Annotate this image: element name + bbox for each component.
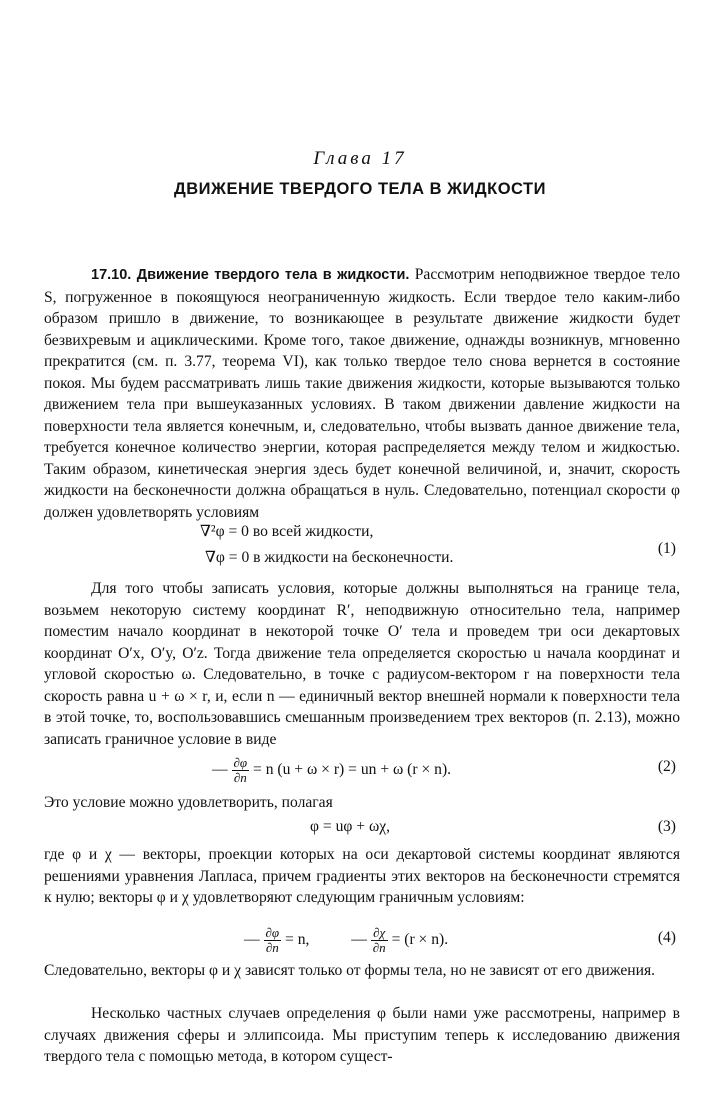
equation-4a-rhs: = n, <box>285 931 310 949</box>
paragraph-4-text: где φ и χ — векторы, проекции которых на оси декартовой системы координат являются решениями уравнения Лапласа, причем градиенты этих векторов на бесконечности стремятся к нулю; векторы φ и χ удовлетворяют следующим граничным условиям: <box>44 846 680 906</box>
equation-4b-fraction: $\frac{\partial\chi}{\partial n}$ <box>372 925 386 955</box>
equation-2-number: (2) <box>657 758 676 775</box>
paragraph-5 <box>44 960 680 982</box>
paragraph-6-text: Несколько частных случаев определения φ были нами уже рассмотрены, например в случаях движения сферы и эллипсоида. Мы приступим теперь к исследованию движения твердого тела с помощью метода, в котором сущест- <box>44 1005 680 1065</box>
equation-2-rhs: = n (u + ω × r) = un + ω (r × n). <box>253 761 452 779</box>
equation-1-line-2: ∇φ = 0 в жидкости на бесконечности. <box>205 549 454 566</box>
chapter-label: Глава 17 <box>313 148 407 169</box>
paragraph-3 <box>44 792 680 814</box>
paragraph-2-text: Для того чтобы записать условия, которые должны выполняться на границе тела, возьмем некоторую систему координат R′, неподвижную относительно тела, например поместим начало координат в некоторой точке O′ тела и проведем три оси декартовых координат O′x, O′y, O′z. Тогда движение тела определяется скоростью u начала координат и угловой скоростью ω. Следовательно, в точке с радиусом-вектором r на поверхности тела скорость равна u + ω × r, и, если n — единичный вектор внешней нормали к поверхности тела в этой точке, то, воспользовавшись смешанным произведением трех векторов (п. 2.13), можно записать граничное условие в виде <box>44 580 680 748</box>
paragraph-5-text: Следовательно, векторы φ и χ зависят только от формы тела, но не зависят от его движения. <box>44 962 656 979</box>
paragraph-3-text: Это условие можно удовлетворить, полагая <box>44 794 333 811</box>
paragraph-1 <box>44 264 680 523</box>
equation-3-number: (3) <box>657 818 676 835</box>
chapter-title: ДВИЖЕНИЕ ТВЕРДОГО ТЕЛА В ЖИДКОСТИ <box>174 180 546 198</box>
paragraph-1-text: Рассмотрим неподвижное твердое тело S, погруженное в покоящуюся неограниченную жидкость. Если твердое тело каким-либо образом пришло в движение, то возникающее в результате движение жидкости будет безвихревым и ациклическими. Кроме того, такое движение, однажды возникнув, мгновенно прекратится (см. п. 3.77, теорема VI), как только твердое тело снова вернется в состояние покоя. Мы будем рассматривать лишь такие движения жидкости, которые вызываются только движением тела при вышеуказанных условиях. В таком движении давление жидкости на поверхности тела является конечным, и, следовательно, чтобы вызвать данное движение тела, требуется конечное количество энергии, которая распределяется между телом и жидкостью. Таким образом, кинетическая энергия здесь будет конечной величиной, и, значит, скорость жидкости на бесконечности должна обращаться в нуль. Следовательно, потенциал скорости φ должен удовлетворять условиям <box>44 266 680 521</box>
equation-4-number: (4) <box>657 929 676 946</box>
paragraph-2 <box>44 578 680 750</box>
equation-2: — $\frac{\partial\varphi}{\partial n}$ = n (u + ω × r) = un + ω (r × n). <box>212 755 452 785</box>
equation-1-line-1: ∇²φ = 0 во всей жидкости, <box>200 523 374 540</box>
equation-4a-fraction: $\frac{\partial\varphi}{\partial n}$ <box>265 925 280 955</box>
paragraph-6 <box>44 1003 680 1068</box>
equation-1-number: (1) <box>657 540 676 557</box>
equation-4b-rhs: = (r × n). <box>391 931 449 949</box>
section-heading: 17.10. Движение твердого тела в жидкости. <box>91 267 410 283</box>
equation-2-fraction: $\frac{\partial\varphi}{\partial n}$ <box>233 755 248 785</box>
equation-4: — $\frac{\partial\varphi}{\partial n}$ = n, — $\frac{\partial\chi}{\partial n}$ = (r × n). <box>244 925 449 955</box>
paragraph-4 <box>44 844 680 909</box>
equation-3: φ = uφ + ωχ, <box>310 818 391 835</box>
